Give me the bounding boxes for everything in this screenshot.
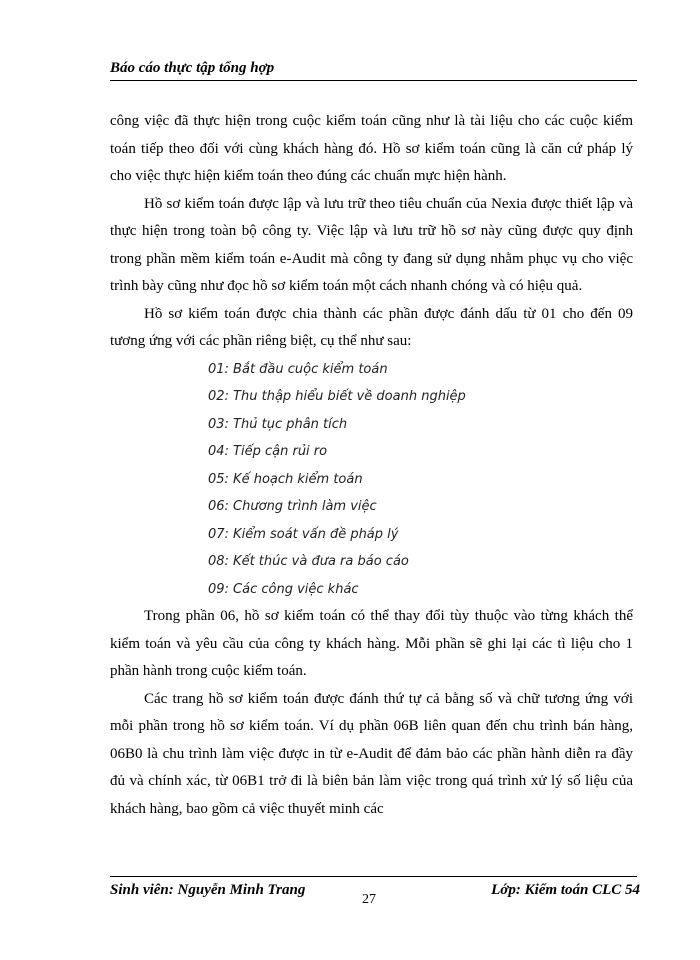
list-item: 05: Kế hoạch kiểm toán xyxy=(208,471,363,487)
page-number: 27 xyxy=(362,892,376,907)
page-header xyxy=(110,60,637,81)
list-item: 08: Kết thúc và đưa ra báo cáo xyxy=(208,554,409,569)
paragraph-5: Các trang hồ sơ kiểm toán được đánh thứ tự cả bằng số và chữ tương ứng với mỗi phần trong hồ sơ kiểm toán. Ví dụ phần 06B liên quan đến chu trình bán hàng, 06B0 là chu trình làm việc được in từ e-Audit để đảm bảo các phần hành diễn ra đầy đủ và chính xác, từ 06B1 trở đi là biên bản làm việc trong quá trình xử lý số liệu của khách hàng, bao gồm cả việc thuyết minh các xyxy=(110,690,633,817)
list-item: 06: Chương trình làm việc xyxy=(208,499,377,514)
paragraph-3: Hồ sơ kiểm toán được chia thành các phần được đánh dấu từ 01 cho đến 09 tương ứng với các phần riêng biệt, cụ thể như sau: xyxy=(110,305,633,349)
document-body xyxy=(110,108,633,823)
paragraph-2: Hồ sơ kiểm toán được lập và lưu trữ theo tiêu chuẩn của Nexia được thiết lập và thực hiện trong toàn bộ công ty. Việc lập và lưu trữ hồ sơ này cũng được quy định trong phần mềm kiểm toán e-Audit mà công ty đang sử dụng nhằm phục vụ cho việc trình bày cũng như đọc hồ sơ kiểm toán một cách nhanh chóng và có hiệu quả. xyxy=(110,195,633,294)
footer-class: Lớp: Kiểm toán CLC 54 xyxy=(491,882,640,898)
header-title: Báo cáo thực tập tổng hợp xyxy=(110,60,275,76)
list-item: 03: Thủ tục phân tích xyxy=(208,416,348,432)
list-item: 04: Tiếp cận rủi ro xyxy=(208,444,328,459)
paragraph-1: công việc đã thực hiện trong cuộc kiểm toán cũng như là tài liệu cho các cuộc kiểm toán tiếp theo đối với cùng khách hàng đó. Hồ sơ kiểm toán cũng là căn cứ pháp lý cho việc thực hiện kiểm toán theo đúng các chuẩn mực hiện hành. xyxy=(110,113,633,184)
list-item: 01: Bắt đầu cuộc kiểm toán xyxy=(208,361,388,377)
list-item: 02: Thu thập hiểu biết về doanh nghiệp xyxy=(208,389,466,404)
paragraph-4: Trong phần 06, hồ sơ kiểm toán có thể thay đổi tùy thuộc vào từng khách thể kiểm toán và yêu cầu của công ty khách hàng. Mỗi phần sẽ ghi lại các tì liệu cho 1 phần hành trong cuộc kiểm toán. xyxy=(110,608,633,679)
section-list xyxy=(110,356,633,604)
list-item: 07: Kiểm soát vấn đề pháp lý xyxy=(208,526,399,542)
list-item: 09: Các công việc khác xyxy=(208,581,359,597)
footer-divider xyxy=(110,876,637,877)
footer-student: Sinh viên: Nguyễn Minh Trang xyxy=(110,882,306,898)
